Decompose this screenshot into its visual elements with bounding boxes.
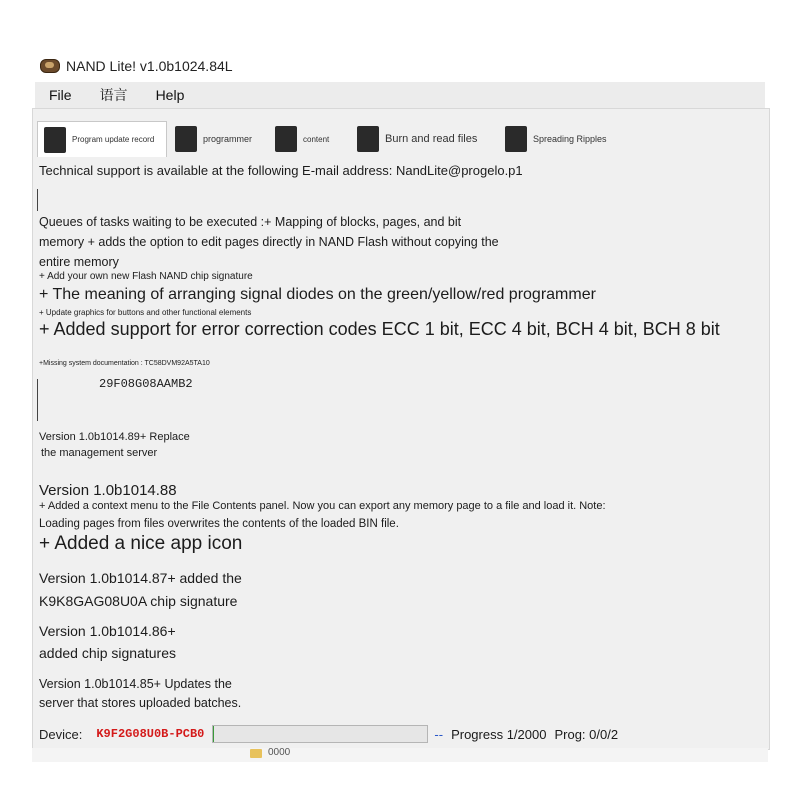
queue-text-1: Queues of tasks waiting to be executed :+ Mapping of blocks, pages, and bit — [39, 215, 462, 229]
title-bar — [40, 56, 233, 76]
menu-help[interactable]: Help — [155, 87, 185, 103]
window-title: NAND Lite! v1.0b1024.84L — [66, 58, 233, 74]
version-88-line-1: + Added a context menu to the File Contents panel. Now you can export any memory page to a file and load it. Note: — [39, 500, 606, 512]
menu-bar — [35, 82, 765, 108]
device-label: Device: — [39, 726, 83, 742]
menu-language[interactable]: 语言 — [99, 87, 128, 103]
version-89-line-1: Version 1.0b1014.89+ Replace — [39, 431, 190, 443]
status-dashes: -- — [434, 726, 444, 742]
version-87-line-1: Version 1.0b1014.87+ added the — [39, 570, 242, 586]
menu-file[interactable]: File — [49, 87, 72, 103]
add-signature-text: + Add your own new Flash NAND chip signature — [39, 271, 253, 282]
status-bar — [33, 721, 769, 747]
tab-label: Burn and read files — [385, 133, 478, 145]
text-cursor — [37, 189, 38, 211]
tab-programmer[interactable] — [169, 121, 265, 157]
tab-label: Spreading Ripples — [533, 134, 607, 144]
missing-doc-text: +Missing system documentation : TC58DVM92A5TA10 — [39, 360, 210, 367]
device-value: K9F2G08U0B-PCB0 — [96, 727, 205, 741]
version-88-line-2: Loading pages from files overwrites the contents of the loaded BIN file. — [39, 518, 399, 530]
queue-text-2: memory + adds the option to edit pages directly in NAND Flash without copying the — [39, 235, 499, 249]
main-window — [32, 108, 770, 750]
nand-chip-icon — [40, 59, 60, 73]
tab-burn-and-read-files[interactable] — [351, 121, 491, 157]
app-icon-text: + Added a nice app icon — [39, 533, 243, 554]
chip-icon — [505, 126, 527, 152]
chip-icon — [275, 126, 297, 152]
progress-text: Progress 1/2000 — [451, 726, 547, 742]
tab-bar — [33, 115, 769, 159]
tab-label: Program update record — [72, 135, 155, 144]
version-87-line-2: K9K8GAG08U0A chip signature — [39, 593, 238, 609]
version-86-line-1: Version 1.0b1014.86+ — [39, 623, 176, 639]
diodes-text: + The meaning of arranging signal diodes on the green/yellow/red programmer — [39, 286, 596, 303]
version-88-title: Version 1.0b1014.88 — [39, 482, 177, 499]
tab-program-update-record[interactable] — [37, 121, 167, 157]
ecc-text: + Added support for error correction codes ECC 1 bit, ECC 4 bit, BCH 4 bit, BCH 8 bit — [39, 319, 720, 339]
tab-label: programmer — [203, 134, 253, 144]
chip-icon — [175, 126, 197, 152]
folder-icon — [250, 749, 262, 758]
version-86-line-2: added chip signatures — [39, 645, 176, 661]
folder-text: 0000 — [268, 747, 291, 758]
chip-icon — [357, 126, 379, 152]
chip-icon — [44, 127, 66, 153]
file-panel-strip — [32, 748, 768, 762]
tab-content[interactable] — [269, 121, 349, 157]
version-89-line-2: the management server — [41, 447, 158, 459]
queue-text-3: entire memory — [39, 255, 119, 269]
tab-spreading-ripples[interactable] — [499, 121, 619, 157]
prog-text: Prog: 0/0/2 — [554, 726, 619, 742]
progress-bar — [212, 725, 428, 743]
support-text: Technical support is available at the following E-mail address: NandLite@progelo.p1 — [39, 163, 523, 178]
graphics-text: + Update graphics for buttons and other functional elements — [39, 308, 252, 317]
tab-label: content — [303, 134, 330, 144]
version-85-line-1: Version 1.0b1014.85+ Updates the — [39, 677, 232, 691]
chip-code-text: 29F08G08AAMB2 — [99, 377, 193, 391]
text-cursor — [37, 379, 38, 421]
version-85-line-2: server that stores uploaded batches. — [39, 696, 242, 710]
